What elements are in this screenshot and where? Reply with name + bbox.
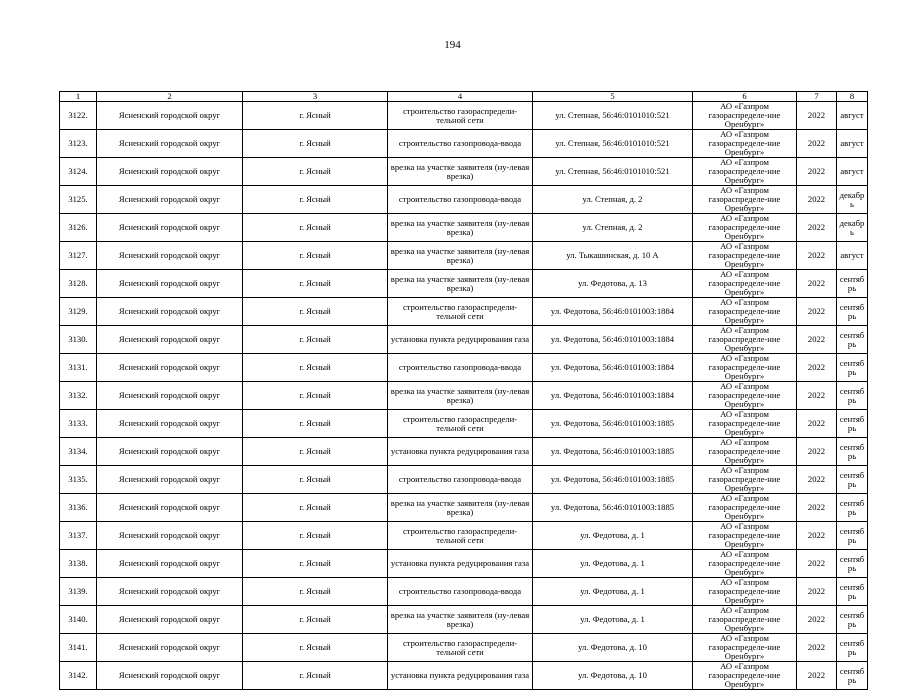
work-type-cell: строительство газопровода-ввода <box>388 578 533 606</box>
locality-cell: г. Ясный <box>243 662 388 690</box>
year-cell: 2022 <box>797 214 837 242</box>
work-type-cell: строительство газопровода-ввода <box>388 466 533 494</box>
month-cell: август <box>837 130 868 158</box>
month-cell: сентябрь <box>837 494 868 522</box>
locality-cell: г. Ясный <box>243 606 388 634</box>
table-row <box>60 522 868 550</box>
locality-cell: г. Ясный <box>243 438 388 466</box>
year-cell: 2022 <box>797 494 837 522</box>
address-cell: ул. Степная, д. 2 <box>533 214 693 242</box>
table-row <box>60 662 868 690</box>
row-number-cell: 3125. <box>60 186 97 214</box>
organization-cell: АО «Газпром газораспределе-ние Оренбург» <box>693 102 797 130</box>
row-number-cell: 3131. <box>60 354 97 382</box>
district-cell: Ясненский городской округ <box>97 354 243 382</box>
address-cell: ул. Федотова, д. 10 <box>533 662 693 690</box>
address-cell: ул. Федотова, 56:46:0101003:1884 <box>533 354 693 382</box>
locality-cell: г. Ясный <box>243 550 388 578</box>
year-cell: 2022 <box>797 578 837 606</box>
year-cell: 2022 <box>797 270 837 298</box>
district-cell: Ясненский городской округ <box>97 382 243 410</box>
address-cell: ул. Федотова, 56:46:0101003:1884 <box>533 326 693 354</box>
district-cell: Ясненский городской округ <box>97 466 243 494</box>
locality-cell: г. Ясный <box>243 270 388 298</box>
table-row <box>60 410 868 438</box>
organization-cell: АО «Газпром газораспределе-ние Оренбург» <box>693 242 797 270</box>
table-row <box>60 438 868 466</box>
locality-cell: г. Ясный <box>243 382 388 410</box>
table-row <box>60 326 868 354</box>
organization-cell: АО «Газпром газораспределе-ние Оренбург» <box>693 634 797 662</box>
year-cell: 2022 <box>797 634 837 662</box>
year-cell: 2022 <box>797 186 837 214</box>
work-type-cell: строительство газопровода-ввода <box>388 354 533 382</box>
organization-cell: АО «Газпром газораспределе-ние Оренбург» <box>693 466 797 494</box>
month-cell: сентябрь <box>837 606 868 634</box>
row-number-cell: 3133. <box>60 410 97 438</box>
locality-cell: г. Ясный <box>243 242 388 270</box>
row-number-cell: 3122. <box>60 102 97 130</box>
district-cell: Ясненский городской округ <box>97 270 243 298</box>
organization-cell: АО «Газпром газораспределе-ние Оренбург» <box>693 214 797 242</box>
header-cell: 5 <box>533 92 693 102</box>
address-cell: ул. Федотова, д. 1 <box>533 578 693 606</box>
table-row <box>60 130 868 158</box>
district-cell: Ясненский городской округ <box>97 214 243 242</box>
year-cell: 2022 <box>797 662 837 690</box>
header-cell: 1 <box>60 92 97 102</box>
address-cell: ул. Федотова, д. 13 <box>533 270 693 298</box>
year-cell: 2022 <box>797 354 837 382</box>
organization-cell: АО «Газпром газораспределе-ние Оренбург» <box>693 270 797 298</box>
address-cell: ул. Степная, д. 2 <box>533 186 693 214</box>
table-row <box>60 270 868 298</box>
month-cell: сентябрь <box>837 634 868 662</box>
work-type-cell: установка пункта редуцирования газа <box>388 326 533 354</box>
district-cell: Ясненский городской округ <box>97 326 243 354</box>
locality-cell: г. Ясный <box>243 354 388 382</box>
row-number-cell: 3140. <box>60 606 97 634</box>
district-cell: Ясненский городской округ <box>97 130 243 158</box>
header-cell: 8 <box>837 92 868 102</box>
table-row <box>60 298 868 326</box>
row-number-cell: 3132. <box>60 382 97 410</box>
table-row <box>60 158 868 186</box>
district-cell: Ясненский городской округ <box>97 522 243 550</box>
month-cell: сентябрь <box>837 270 868 298</box>
year-cell: 2022 <box>797 466 837 494</box>
row-number-cell: 3141. <box>60 634 97 662</box>
locality-cell: г. Ясный <box>243 410 388 438</box>
month-cell: декабрь <box>837 214 868 242</box>
work-type-cell: врезка на участке заявителя (ну-левая врезка) <box>388 494 533 522</box>
header-cell: 3 <box>243 92 388 102</box>
row-number-cell: 3134. <box>60 438 97 466</box>
locality-cell: г. Ясный <box>243 578 388 606</box>
work-type-cell: врезка на участке заявителя (ну-левая врезка) <box>388 270 533 298</box>
header-cell: 7 <box>797 92 837 102</box>
row-number-cell: 3139. <box>60 578 97 606</box>
address-cell: ул. Федотова, д. 1 <box>533 550 693 578</box>
district-cell: Ясненский городской округ <box>97 242 243 270</box>
header-cell: 6 <box>693 92 797 102</box>
year-cell: 2022 <box>797 242 837 270</box>
district-cell: Ясненский городской округ <box>97 662 243 690</box>
row-number-cell: 3127. <box>60 242 97 270</box>
table-row <box>60 102 868 130</box>
work-type-cell: строительство газораспредели-тельной сети <box>388 410 533 438</box>
locality-cell: г. Ясный <box>243 130 388 158</box>
table-row <box>60 186 868 214</box>
organization-cell: АО «Газпром газораспределе-ние Оренбург» <box>693 662 797 690</box>
year-cell: 2022 <box>797 522 837 550</box>
locality-cell: г. Ясный <box>243 158 388 186</box>
work-type-cell: установка пункта редуцирования газа <box>388 662 533 690</box>
row-number-cell: 3130. <box>60 326 97 354</box>
year-cell: 2022 <box>797 298 837 326</box>
district-cell: Ясненский городской округ <box>97 158 243 186</box>
district-cell: Ясненский городской округ <box>97 410 243 438</box>
page-number: 194 <box>444 39 461 51</box>
organization-cell: АО «Газпром газораспределе-ние Оренбург» <box>693 578 797 606</box>
table-row <box>60 214 868 242</box>
year-cell: 2022 <box>797 382 837 410</box>
month-cell: сентябрь <box>837 298 868 326</box>
year-cell: 2022 <box>797 438 837 466</box>
work-type-cell: установка пункта редуцирования газа <box>388 438 533 466</box>
work-type-cell: строительство газораспредели-тельной сети <box>388 298 533 326</box>
organization-cell: АО «Газпром газораспределе-ние Оренбург» <box>693 382 797 410</box>
organization-cell: АО «Газпром газораспределе-ние Оренбург» <box>693 606 797 634</box>
month-cell: сентябрь <box>837 466 868 494</box>
table-header-row <box>60 92 868 102</box>
organization-cell: АО «Газпром газораспределе-ние Оренбург» <box>693 354 797 382</box>
address-cell: ул. Федотова, д. 1 <box>533 606 693 634</box>
district-cell: Ясненский городской округ <box>97 438 243 466</box>
year-cell: 2022 <box>797 130 837 158</box>
table-row <box>60 634 868 662</box>
address-cell: ул. Федотова, 56:46:0101003:1884 <box>533 298 693 326</box>
organization-cell: АО «Газпром газораспределе-ние Оренбург» <box>693 550 797 578</box>
row-number-cell: 3126. <box>60 214 97 242</box>
table-row <box>60 466 868 494</box>
locality-cell: г. Ясный <box>243 634 388 662</box>
locality-cell: г. Ясный <box>243 522 388 550</box>
work-type-cell: врезка на участке заявителя (ну-левая врезка) <box>388 158 533 186</box>
year-cell: 2022 <box>797 550 837 578</box>
work-type-cell: установка пункта редуцирования газа <box>388 550 533 578</box>
month-cell: декабрь <box>837 186 868 214</box>
table-row <box>60 242 868 270</box>
row-number-cell: 3128. <box>60 270 97 298</box>
address-cell: ул. Федотова, 56:46:0101003:1885 <box>533 438 693 466</box>
locality-cell: г. Ясный <box>243 214 388 242</box>
locality-cell: г. Ясный <box>243 326 388 354</box>
organization-cell: АО «Газпром газораспределе-ние Оренбург» <box>693 298 797 326</box>
district-cell: Ясненский городской округ <box>97 550 243 578</box>
work-type-cell: врезка на участке заявителя (ну-левая врезка) <box>388 606 533 634</box>
work-type-cell: строительство газораспредели-тельной сети <box>388 102 533 130</box>
row-number-cell: 3135. <box>60 466 97 494</box>
month-cell: сентябрь <box>837 382 868 410</box>
organization-cell: АО «Газпром газораспределе-ние Оренбург» <box>693 186 797 214</box>
row-number-cell: 3138. <box>60 550 97 578</box>
address-cell: ул. Степная, 56:46:0101010:521 <box>533 102 693 130</box>
address-cell: ул. Степная, 56:46:0101010:521 <box>533 158 693 186</box>
year-cell: 2022 <box>797 606 837 634</box>
table-row <box>60 606 868 634</box>
month-cell: сентябрь <box>837 550 868 578</box>
header-cell: 2 <box>97 92 243 102</box>
year-cell: 2022 <box>797 410 837 438</box>
district-cell: Ясненский городской округ <box>97 494 243 522</box>
address-cell: ул. Федотова, д. 1 <box>533 522 693 550</box>
organization-cell: АО «Газпром газораспределе-ние Оренбург» <box>693 494 797 522</box>
works-table <box>59 91 868 690</box>
month-cell: сентябрь <box>837 522 868 550</box>
row-number-cell: 3123. <box>60 130 97 158</box>
district-cell: Ясненский городской округ <box>97 102 243 130</box>
organization-cell: АО «Газпром газораспределе-ние Оренбург» <box>693 130 797 158</box>
organization-cell: АО «Газпром газораспределе-ние Оренбург» <box>693 158 797 186</box>
table-row <box>60 494 868 522</box>
table-row <box>60 354 868 382</box>
month-cell: сентябрь <box>837 354 868 382</box>
organization-cell: АО «Газпром газораспределе-ние Оренбург» <box>693 326 797 354</box>
row-number-cell: 3124. <box>60 158 97 186</box>
year-cell: 2022 <box>797 326 837 354</box>
work-type-cell: строительство газораспредели-тельной сети <box>388 634 533 662</box>
work-type-cell: строительство газораспредели-тельной сети <box>388 522 533 550</box>
district-cell: Ясненский городской округ <box>97 186 243 214</box>
locality-cell: г. Ясный <box>243 466 388 494</box>
row-number-cell: 3136. <box>60 494 97 522</box>
address-cell: ул. Федотова, 56:46:0101003:1885 <box>533 494 693 522</box>
month-cell: август <box>837 102 868 130</box>
organization-cell: АО «Газпром газораспределе-ние Оренбург» <box>693 522 797 550</box>
month-cell: сентябрь <box>837 410 868 438</box>
organization-cell: АО «Газпром газораспределе-ние Оренбург» <box>693 438 797 466</box>
table-row <box>60 382 868 410</box>
address-cell: ул. Федотова, 56:46:0101003:1884 <box>533 382 693 410</box>
locality-cell: г. Ясный <box>243 186 388 214</box>
month-cell: сентябрь <box>837 438 868 466</box>
work-type-cell: врезка на участке заявителя (ну-левая врезка) <box>388 214 533 242</box>
year-cell: 2022 <box>797 102 837 130</box>
organization-cell: АО «Газпром газораспределе-ние Оренбург» <box>693 410 797 438</box>
month-cell: сентябрь <box>837 326 868 354</box>
work-type-cell: врезка на участке заявителя (ну-левая врезка) <box>388 382 533 410</box>
row-number-cell: 3129. <box>60 298 97 326</box>
address-cell: ул. Федотова, д. 10 <box>533 634 693 662</box>
district-cell: Ясненский городской округ <box>97 578 243 606</box>
address-cell: ул. Степная, 56:46:0101010:521 <box>533 130 693 158</box>
address-cell: ул. Федотова, 56:46:0101003:1885 <box>533 410 693 438</box>
table-row <box>60 578 868 606</box>
address-cell: ул. Тыкашинская, д. 10 А <box>533 242 693 270</box>
row-number-cell: 3137. <box>60 522 97 550</box>
table-row <box>60 550 868 578</box>
district-cell: Ясненский городской округ <box>97 298 243 326</box>
month-cell: сентябрь <box>837 662 868 690</box>
work-type-cell: строительство газопровода-ввода <box>388 130 533 158</box>
year-cell: 2022 <box>797 158 837 186</box>
month-cell: сентябрь <box>837 578 868 606</box>
address-cell: ул. Федотова, 56:46:0101003:1885 <box>533 466 693 494</box>
locality-cell: г. Ясный <box>243 494 388 522</box>
header-cell: 4 <box>388 92 533 102</box>
district-cell: Ясненский городской округ <box>97 606 243 634</box>
district-cell: Ясненский городской округ <box>97 634 243 662</box>
locality-cell: г. Ясный <box>243 298 388 326</box>
work-type-cell: врезка на участке заявителя (ну-левая врезка) <box>388 242 533 270</box>
month-cell: август <box>837 242 868 270</box>
locality-cell: г. Ясный <box>243 102 388 130</box>
month-cell: август <box>837 158 868 186</box>
row-number-cell: 3142. <box>60 662 97 690</box>
work-type-cell: строительство газопровода-ввода <box>388 186 533 214</box>
